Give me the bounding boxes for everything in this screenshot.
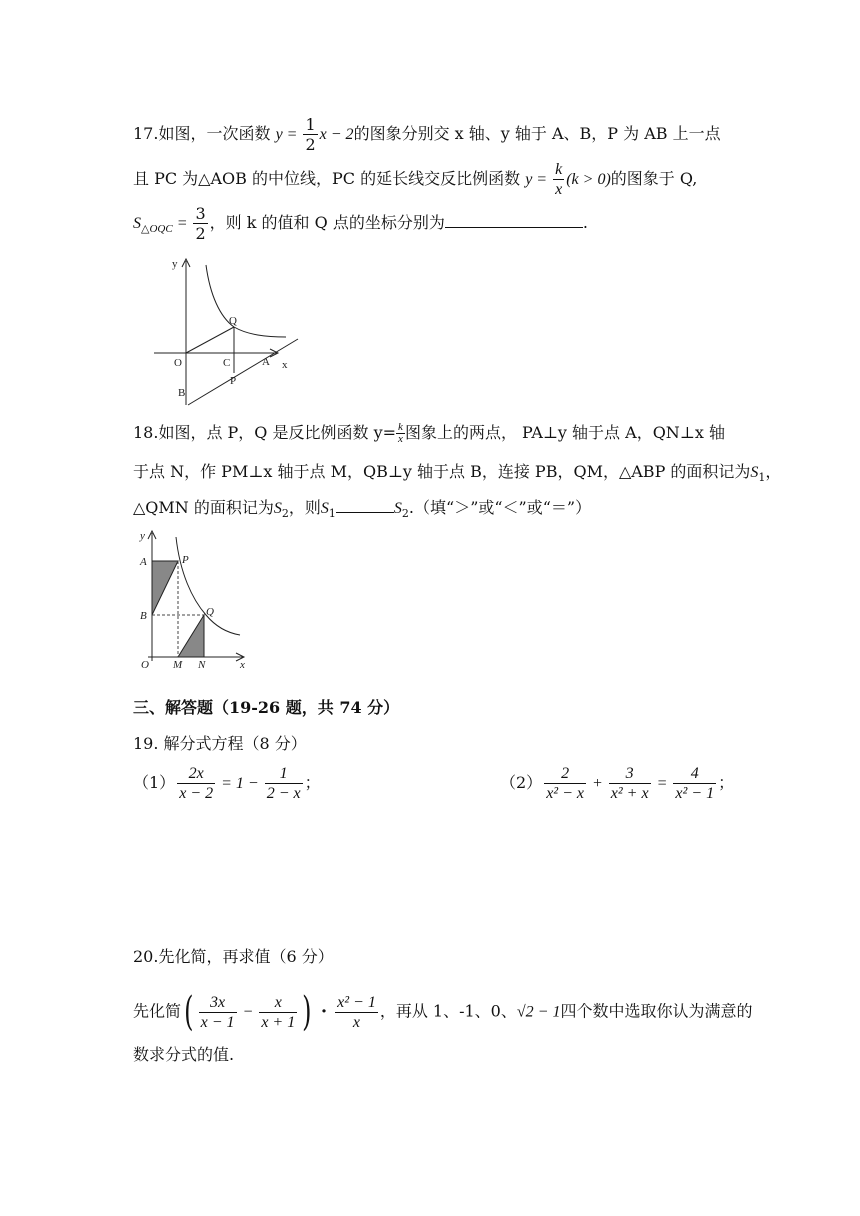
section-3-heading: 三、解答题（19-26 题，共 74 分） [133, 698, 400, 717]
fraction-k-over-x: $\frac{k}{x}$ [555, 161, 563, 198]
line-AB [188, 339, 298, 405]
answer-blank-q18[interactable] [336, 498, 394, 513]
label-Q: Q [229, 315, 237, 327]
label-M: M [173, 659, 183, 671]
figure-18 [136, 527, 254, 673]
figure-17 [148, 255, 308, 410]
triangle-ABP [152, 561, 178, 615]
label-x: x [240, 659, 245, 671]
label-y: y [140, 530, 145, 542]
q19-part-2: （2） $\frac{2}{\text{x² − x}}$ + $\frac{3}{\text{x² + x}}$ = $\frac{4}{\text{x² − 1}}$ ； [500, 765, 735, 802]
label-C: C [223, 357, 231, 369]
q17-line-1: 17.如图，一次函数 y = $\frac{1}{2}$ x − 2的图象分别交 x 轴、y 轴于 A、B，P 为 AB 上一点 [133, 115, 721, 154]
q18-line-2: 于点 N，作 PM⊥x 轴于点 M，QB⊥y 轴于点 B，连接 PB，QM，△ABP 的面积记为$S_1$， [133, 462, 782, 485]
answer-blank-q17[interactable] [445, 213, 583, 228]
fraction-three-halves: $\frac{3}{2}$ [195, 204, 206, 243]
label-O: O [174, 357, 182, 369]
label-y: y [172, 258, 178, 270]
fraction-4-over-x2-1: $\frac{4}{\text{x² − 1}}$ [675, 765, 715, 802]
label-N: N [198, 659, 206, 671]
fraction-1-over-2-x: $\frac{1}{2 - x}$ [266, 765, 301, 802]
label-P: P [182, 554, 189, 566]
fraction-k-over-x-small: $\frac{k}{x}$ [398, 421, 403, 445]
fraction-3-over-x2+x: $\frac{3}{\text{x² + x}}$ [610, 765, 649, 802]
fraction-one-half: $\frac{1}{2}$ [305, 115, 316, 154]
label-A: A [262, 356, 270, 368]
q20-line-2: 数求分式的值. [133, 1045, 235, 1064]
label-O: O [141, 659, 149, 671]
q19-part-1: （1） $\frac{2x}{x - 2}$ = 1 − $\frac{1}{2 - x}$ ； [133, 765, 321, 802]
q18-line-1: 18.如图，点 P，Q 是反比例函数 y= $\frac{k}{x}$ 图象上的两点， PA⊥y 轴于点 A，QN⊥x 轴 [133, 421, 725, 445]
fraction-3x-over-x-1: $\frac{3x}{x - 1}$ [200, 993, 235, 1031]
hyperbola-curve [176, 537, 240, 635]
q17-number: 17. [133, 124, 159, 143]
label-x: x [282, 359, 288, 371]
triangle-QMN [178, 615, 204, 657]
fraction-2-over-x2-x: $\frac{2}{\text{x² − x}}$ [546, 765, 584, 802]
q20-title: 20.先化简，再求值（6 分） [133, 947, 334, 966]
fraction-x-over-x+1: $\frac{x}{x + 1}$ [261, 993, 296, 1031]
label-B: B [178, 387, 186, 399]
segment-OQ [186, 327, 234, 353]
fraction-2x-over-x-2: $\frac{2x}{x - 2}$ [179, 765, 214, 802]
q17-line-2: 且 PC 为△AOB 的中位线，PC 的延长线交反比例函数 y = $\frac{k}{x}$ (k > 0)的图象于 Q, [133, 161, 698, 198]
label-A: A [140, 556, 147, 568]
q17-line-3: $S_{\triangle OQC}$ = $\frac{3}{2}$ ，则 k 的值和 Q 点的坐标分别为 . [133, 204, 588, 243]
q19-title: 19. 解分式方程（8 分） [133, 734, 307, 753]
label-Q: Q [206, 606, 214, 618]
q18-line-3: △QMN 的面积记为$S_2$，则$S_1$ $S_2$.（填“＞”或“＜”或“＝”） [133, 498, 592, 521]
hyperbola-curve [206, 265, 286, 337]
q20-line-1: 先化简( $\frac{3x}{x - 1}$ − $\frac{x}{x + 1}$ ) · $\frac{\text{x² − 1}}{x}$ ，再从 1、-1、0、√2 − 1四个数中选取你认为满意的 [133, 989, 753, 1035]
label-P: P [230, 375, 237, 387]
label-B: B [140, 610, 147, 622]
sqrt-expression: √2 − 1 [516, 1003, 561, 1021]
fraction-x2-1-over-x: $\frac{\text{x² − 1}}{x}$ [337, 993, 376, 1031]
